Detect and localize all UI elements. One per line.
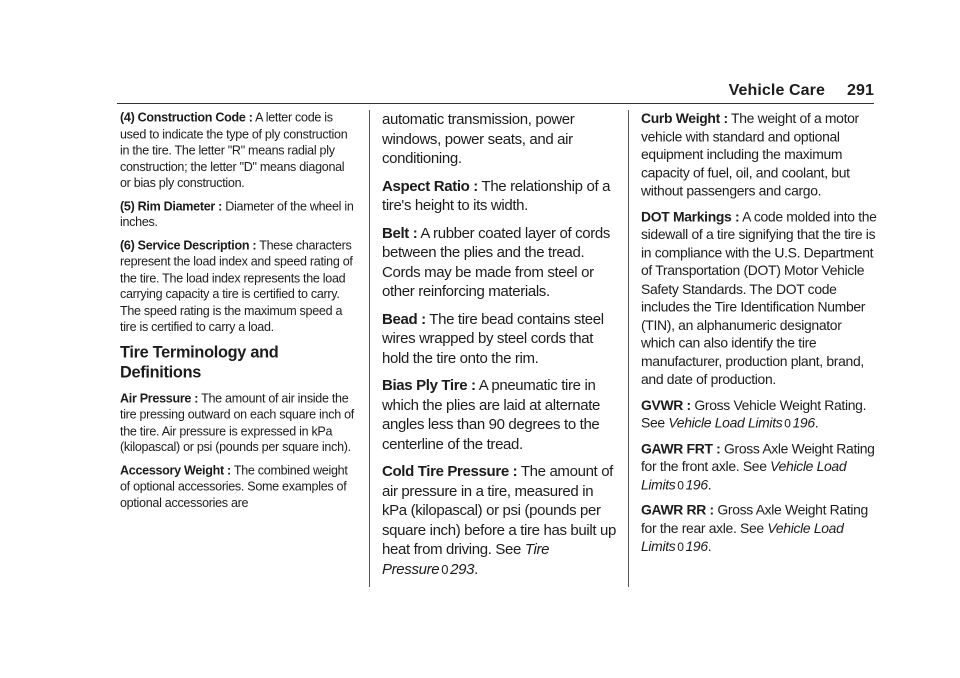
definition-curb-weight xyxy=(641,110,879,200)
definition-text: Gross Axle Weight Rating for the rear axle. See xyxy=(641,502,868,537)
term: Cold Tire Pressure : xyxy=(382,463,518,480)
definition-text: A rubber coated layer of cords between the plies and the tread. Cords may be made from steel or other reinforcing materials. xyxy=(382,224,611,300)
definition-gawr-rr xyxy=(641,502,879,556)
column-2 xyxy=(382,110,617,587)
column-1 xyxy=(120,110,356,518)
definition-text: A pneumatic tire in which the plies are laid at alternate angles less than 90 degrees to the centerline of the tread. xyxy=(382,377,601,453)
definition-text: The relationship of a tire's height to its width. xyxy=(382,177,611,214)
term: Bead : xyxy=(382,310,426,328)
definition-text: The amount of air inside the tire pressing outward on each square inch of the tire. Air pressure is expressed in kPa (kilopascal) or psi (pounds per square inch). xyxy=(120,391,354,455)
reference-page: 293 xyxy=(450,560,475,578)
definition-gawr-frt xyxy=(641,440,879,494)
column-3 xyxy=(641,110,879,563)
punctuation: . xyxy=(814,415,819,432)
continued-text: automatic transmission, power windows, power seats, and air conditioning. xyxy=(382,111,575,167)
column-divider xyxy=(628,110,629,587)
page-header xyxy=(729,82,874,100)
definition-text: The tire bead contains steel wires wrapped by steel cords that hold the tire onto the rim. xyxy=(382,310,604,367)
page-reference-arrow-icon: 0 xyxy=(677,477,684,492)
reference-page: 196 xyxy=(685,538,708,555)
definition-text: These characters represent the load index and speed rating of the tire. The load index represents the load carrying capacity a tire is certified to carry. The speed rating is the maximum speed a tire is certified to carry a load. xyxy=(120,238,353,335)
definition-bead xyxy=(382,310,617,369)
definition-text: Gross Axle Weight Rating for the front axle. See xyxy=(641,440,875,475)
definition-aspect-ratio xyxy=(382,177,617,216)
punctuation: . xyxy=(474,560,478,578)
definition-text: Gross Vehicle Weight Rating. See xyxy=(641,397,867,432)
definition-text: A code molded into the sidewall of a tire signifying that the tire is in compliance with the U.S. Department of Transportation (DOT) Motor Vehicle Safety Standards. The DOT code includes the Tire Identification Number (TIN), an alphanumeric designator which can also identify the tire manufacturer, production plant, brand, and date of production. xyxy=(641,208,877,388)
page-number: 291 xyxy=(847,82,874,99)
definition-text: Diameter of the wheel in inches. xyxy=(120,199,354,230)
definition-accessory-weight xyxy=(120,462,356,511)
term: GAWR RR : xyxy=(641,502,714,519)
definition-belt xyxy=(382,224,617,302)
header-rule xyxy=(117,103,874,104)
term: GVWR : xyxy=(641,397,691,414)
definition-service-description xyxy=(120,238,356,336)
definition-text: The amount of air pressure in a tire, measured in kPa (kilopascal) or psi (pounds per square inch) before a tire has built up heat from driving. See xyxy=(382,463,616,558)
reference-title: Vehicle Load Limits xyxy=(641,458,847,493)
term: Air Pressure : xyxy=(120,391,199,406)
definition-rim-diameter xyxy=(120,198,356,231)
term: (4) Construction Code : xyxy=(120,110,253,126)
term: Bias Ply Tire : xyxy=(382,377,476,394)
definition-text: The combined weight of optional accessories. Some examples of optional accessories are xyxy=(120,463,348,511)
definition-construction-code xyxy=(120,110,356,192)
column-divider xyxy=(369,110,370,587)
definition-air-pressure xyxy=(120,391,356,456)
definition-dot-markings xyxy=(641,208,879,389)
term: DOT Markings : xyxy=(641,208,740,225)
definition-cold-tire-pressure xyxy=(382,462,617,579)
definition-bias-ply-tire xyxy=(382,376,617,454)
term: Curb Weight : xyxy=(641,110,728,127)
section-heading: Tire Terminology and Definitions xyxy=(120,342,279,382)
definition-text: A letter code is used to indicate the type of ply construction in the tire. The letter "R" means radial ply construction; the letter "D" means diagonal or bias ply construction. xyxy=(120,110,348,191)
punctuation: . xyxy=(707,538,712,555)
reference-page: 196 xyxy=(792,415,815,432)
term: (5) Rim Diameter : xyxy=(120,199,223,214)
punctuation: . xyxy=(707,477,712,493)
section-title: Vehicle Care xyxy=(728,82,825,99)
term: GAWR FRT : xyxy=(641,440,721,457)
term: Belt : xyxy=(382,224,418,242)
term: Accessory Weight : xyxy=(120,463,231,478)
page-reference-arrow-icon: 0 xyxy=(677,539,684,554)
term: (6) Service Description : xyxy=(120,238,257,253)
definition-gvwr xyxy=(641,396,879,432)
reference-page: 196 xyxy=(685,477,708,493)
reference-title: Vehicle Load Limits xyxy=(668,415,783,432)
page-reference-arrow-icon: 0 xyxy=(784,416,791,431)
cross-reference-link[interactable] xyxy=(668,415,814,431)
page-reference-arrow-icon: 0 xyxy=(441,561,449,577)
reference-title: Tire Pressure xyxy=(382,541,550,578)
definition-text: The weight of a motor vehicle with standard and optional equipment including the maximum capacity of fuel, oil, and coolant, but without passengers and cargo. xyxy=(641,110,859,200)
term: Aspect Ratio : xyxy=(382,177,478,195)
reference-title: Vehicle Load Limits xyxy=(641,520,844,555)
